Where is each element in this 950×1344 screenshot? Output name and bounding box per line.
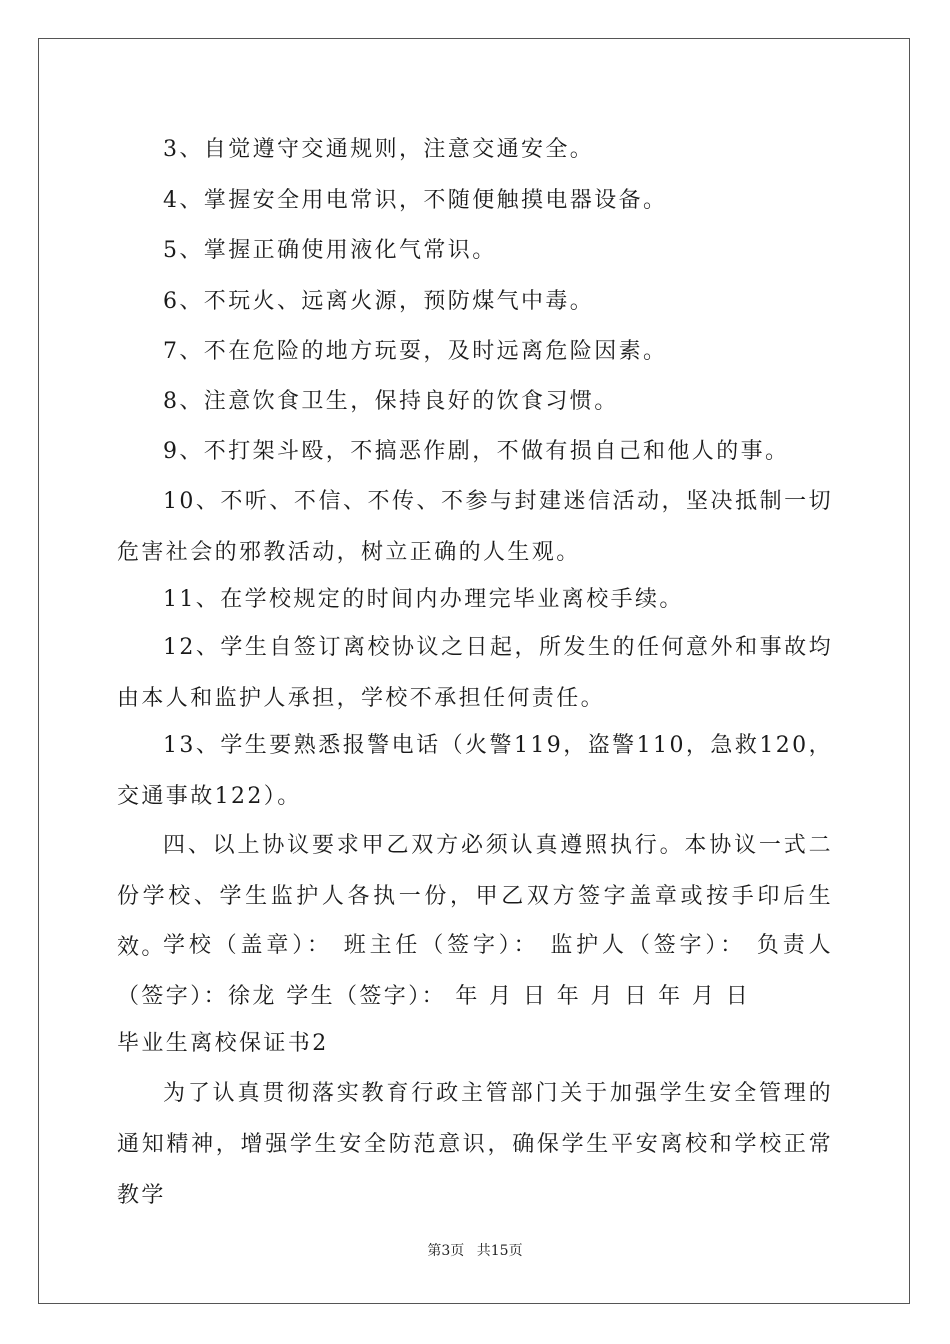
list-item: 5、掌握正确使用液化气常识。 bbox=[163, 238, 497, 263]
list-item: 9、不打架斗殴，不搞恶作剧，不做有损自己和他人的事。 bbox=[163, 439, 790, 464]
list-item: 4、掌握安全用电常识，不随便触摸电器设备。 bbox=[163, 188, 668, 213]
page-total: 共15页 bbox=[476, 1243, 523, 1259]
section-four-paragraph: 四、以上协议要求甲乙双方必须认真遵照执行。本协议一式二份学校、学生监护人各执一份，甲乙双方签字盖章或按手印后生效。 bbox=[117, 833, 833, 960]
list-item: 13、学生要熟悉报警电话（火警119，盗警110，急救120，交通事故122）。 bbox=[117, 733, 833, 809]
list-item: 10、不听、不信、不传、不参与封建迷信活动，坚决抵制一切危害社会的邪教活动，树立正确的人生观。 bbox=[117, 489, 833, 565]
list-item: 8、注意饮食卫生，保持良好的饮食习惯。 bbox=[163, 389, 619, 414]
signature-block: 学校（盖章）： 班主任（签字）： 监护人（签字）： 负责人（签字）：徐龙 学生（签字）： 年 月 日 年 月 日 年 月 日 bbox=[117, 933, 833, 1009]
list-item: 11、在学校规定的时间内办理完毕业离校手续。 bbox=[163, 587, 684, 612]
page-number: 第3页 bbox=[427, 1243, 465, 1259]
page-footer bbox=[0, 1240, 950, 1260]
list-item: 6、不玩火、远离火源，预防煤气中毒。 bbox=[163, 289, 595, 314]
list-item: 3、自觉遵守交通规则，注意交通安全。 bbox=[163, 137, 595, 162]
section-heading: 毕业生离校保证书2 bbox=[117, 1031, 329, 1056]
list-item: 7、不在危险的地方玩耍，及时远离危险因素。 bbox=[163, 339, 668, 364]
intro-paragraph: 为了认真贯彻落实教育行政主管部门关于加强学生安全管理的通知精神，增强学生安全防范意识，确保学生平安离校和学校正常教学 bbox=[117, 1081, 833, 1208]
list-item: 12、学生自签订离校协议之日起，所发生的任何意外和事故均由本人和监护人承担，学校不承担任何责任。 bbox=[117, 635, 833, 711]
